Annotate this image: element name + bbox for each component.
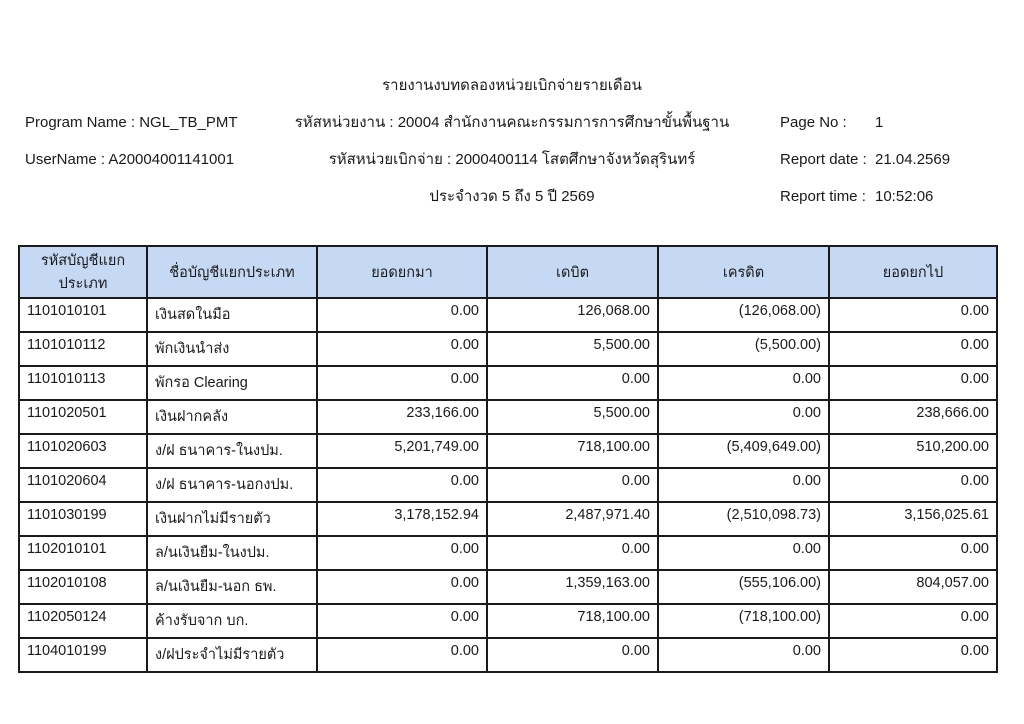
cell-account-name: ล/นเงินยืม-ในงปม. xyxy=(147,536,317,570)
cell-account-code: 1101010112 xyxy=(19,332,147,366)
cell-balance-bf: 0.00 xyxy=(317,468,487,502)
cell-balance-cf: 510,200.00 xyxy=(829,434,997,468)
report-title: รายงานงบทดลองหน่วยเบิกจ่ายรายเดือน xyxy=(382,77,642,94)
user-name: UserName : A20004001141001 xyxy=(25,151,235,168)
table-row xyxy=(19,638,997,672)
cell-credit: 0.00 xyxy=(658,400,829,434)
cell-account-name: ง/ฝประจำไม่มีรายตัว xyxy=(147,638,317,672)
cell-balance-cf: 0.00 xyxy=(829,638,997,672)
cell-account-name: เงินฝากไม่มีรายตัว xyxy=(147,502,317,536)
cell-account-name: ง/ฝ ธนาคาร-นอกงปม. xyxy=(147,468,317,502)
cell-credit: (555,106.00) xyxy=(658,570,829,604)
cell-credit: (718,100.00) xyxy=(658,604,829,638)
cell-debit: 5,500.00 xyxy=(487,400,658,434)
cell-debit: 718,100.00 xyxy=(487,434,658,468)
report-date-label: Report date : xyxy=(780,151,867,168)
cell-balance-cf: 804,057.00 xyxy=(829,570,997,604)
cell-balance-bf: 3,178,152.94 xyxy=(317,502,487,536)
cell-balance-bf: 0.00 xyxy=(317,604,487,638)
col-header-balance-cf: ยอดยกไป xyxy=(829,246,997,298)
table-row xyxy=(19,366,997,400)
table-row xyxy=(19,570,997,604)
cell-account-name: ง/ฝ ธนาคาร-ในงปม. xyxy=(147,434,317,468)
cell-account-code: 1104010199 xyxy=(19,638,147,672)
cell-balance-bf: 5,201,749.00 xyxy=(317,434,487,468)
cell-credit: 0.00 xyxy=(658,468,829,502)
program-name: Program Name : NGL_TB_PMT xyxy=(25,114,238,131)
cell-balance-cf: 0.00 xyxy=(829,536,997,570)
table-row xyxy=(19,536,997,570)
cell-account-name: ล/นเงินยืม-นอก ธพ. xyxy=(147,570,317,604)
agency-code: รหัสหน่วยงาน : 20004 สำนักงานคณะกรรมการการศึกษาขั้นพื้นฐาน xyxy=(294,114,730,131)
cell-account-code: 1101010101 xyxy=(19,298,147,332)
cell-account-code: 1101030199 xyxy=(19,502,147,536)
cell-account-code: 1101020603 xyxy=(19,434,147,468)
cell-account-code: 1102010108 xyxy=(19,570,147,604)
cell-balance-cf: 0.00 xyxy=(829,298,997,332)
cell-balance-bf: 0.00 xyxy=(317,536,487,570)
cell-credit: 0.00 xyxy=(658,536,829,570)
cell-balance-cf: 0.00 xyxy=(829,468,997,502)
cell-account-name: เงินฝากคลัง xyxy=(147,400,317,434)
trial-balance-table xyxy=(18,245,998,673)
cell-account-code: 1101010113 xyxy=(19,366,147,400)
cell-credit: (2,510,098.73) xyxy=(658,502,829,536)
table-header-row xyxy=(19,246,997,298)
cell-account-name: พักเงินนำส่ง xyxy=(147,332,317,366)
cell-balance-cf: 3,156,025.61 xyxy=(829,502,997,536)
cell-debit: 0.00 xyxy=(487,638,658,672)
col-header-account-code: รหัสบัญชีแยกประเภท xyxy=(19,246,147,298)
col-header-credit: เครดิต xyxy=(658,246,829,298)
cell-balance-cf: 0.00 xyxy=(829,604,997,638)
cell-debit: 0.00 xyxy=(487,468,658,502)
cell-balance-cf: 238,666.00 xyxy=(829,400,997,434)
table-row xyxy=(19,332,997,366)
cell-account-code: 1102010101 xyxy=(19,536,147,570)
table-row xyxy=(19,298,997,332)
table-row xyxy=(19,468,997,502)
table-row xyxy=(19,604,997,638)
cell-account-code: 1102050124 xyxy=(19,604,147,638)
cell-account-name: ค้างรับจาก บก. xyxy=(147,604,317,638)
cell-credit: 0.00 xyxy=(658,366,829,400)
table-row xyxy=(19,434,997,468)
cell-account-code: 1101020604 xyxy=(19,468,147,502)
cell-debit: 718,100.00 xyxy=(487,604,658,638)
col-header-debit: เดบิต xyxy=(487,246,658,298)
col-header-account-name: ชื่อบัญชีแยกประเภท xyxy=(147,246,317,298)
cell-account-code: 1101020501 xyxy=(19,400,147,434)
cell-debit: 0.00 xyxy=(487,536,658,570)
page-no-label: Page No : xyxy=(780,114,847,131)
cell-debit: 1,359,163.00 xyxy=(487,570,658,604)
cell-debit: 2,487,971.40 xyxy=(487,502,658,536)
cell-balance-bf: 0.00 xyxy=(317,332,487,366)
cell-debit: 126,068.00 xyxy=(487,298,658,332)
report-time-value: 10:52:06 xyxy=(875,188,934,205)
report-period: ประจำงวด 5 ถึง 5 ปี 2569 xyxy=(429,188,595,205)
cell-balance-bf: 0.00 xyxy=(317,366,487,400)
table-row xyxy=(19,400,997,434)
col-header-balance-bf: ยอดยกมา xyxy=(317,246,487,298)
table-row xyxy=(19,502,997,536)
page-no-value: 1 xyxy=(875,114,884,131)
cell-balance-bf: 233,166.00 xyxy=(317,400,487,434)
cell-balance-bf: 0.00 xyxy=(317,638,487,672)
cell-balance-bf: 0.00 xyxy=(317,570,487,604)
cell-credit: 0.00 xyxy=(658,638,829,672)
cell-credit: (5,409,649.00) xyxy=(658,434,829,468)
table-body xyxy=(19,298,997,672)
cell-account-name: พักรอ Clearing xyxy=(147,366,317,400)
cell-balance-cf: 0.00 xyxy=(829,366,997,400)
cell-account-name: เงินสดในมือ xyxy=(147,298,317,332)
disbursement-unit-code: รหัสหน่วยเบิกจ่าย : 2000400114 โสตศึกษาจังหวัดสุรินทร์ xyxy=(328,151,696,168)
cell-debit: 5,500.00 xyxy=(487,332,658,366)
cell-credit: (5,500.00) xyxy=(658,332,829,366)
cell-credit: (126,068.00) xyxy=(658,298,829,332)
cell-balance-cf: 0.00 xyxy=(829,332,997,366)
report-time-label: Report time : xyxy=(780,188,866,205)
cell-balance-bf: 0.00 xyxy=(317,298,487,332)
cell-debit: 0.00 xyxy=(487,366,658,400)
report-date-value: 21.04.2569 xyxy=(875,151,951,168)
